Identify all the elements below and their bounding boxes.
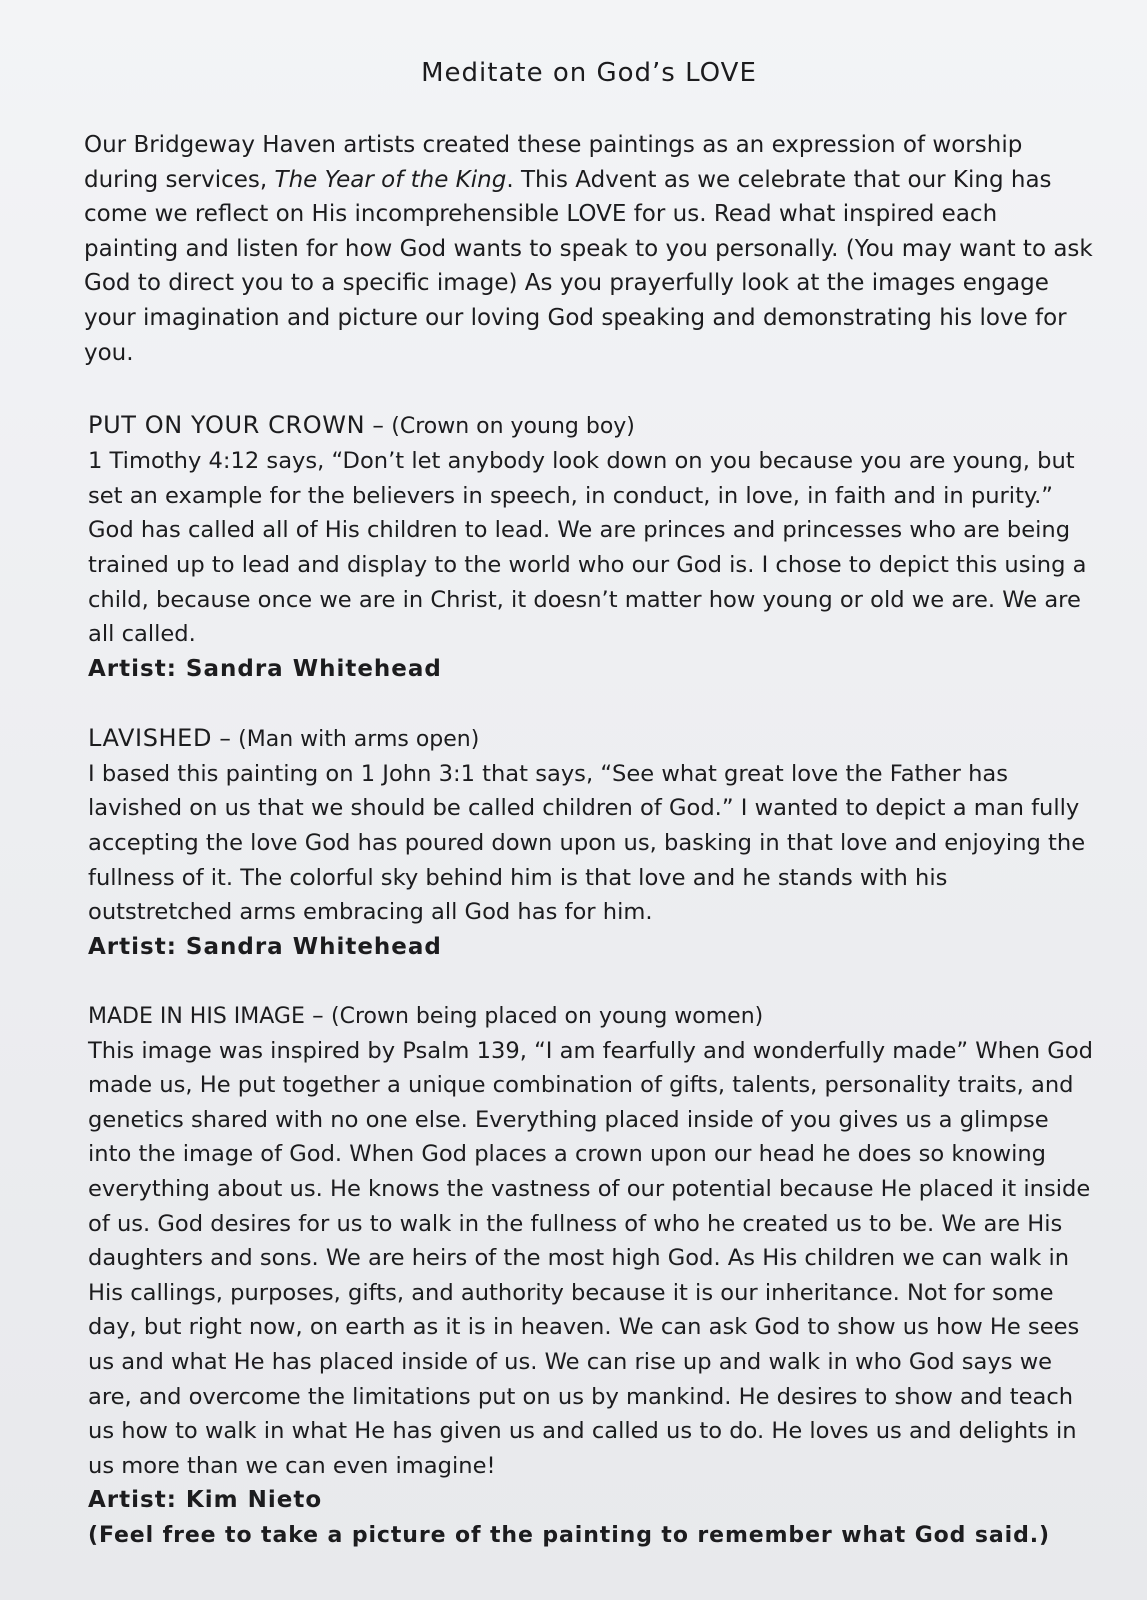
section-heading — [88, 999, 1094, 1034]
section-title: MADE IN HIS IMAGE — [88, 1003, 305, 1029]
section-subtitle: (Crown on young boy) — [391, 414, 635, 440]
section-artist: Artist: Kim Nieto — [88, 1487, 323, 1514]
section-heading — [88, 721, 1094, 757]
section-subtitle: (Man with arms open) — [238, 726, 480, 752]
intro-paragraph — [84, 128, 1094, 370]
section-separator: – — [212, 725, 239, 752]
intro-text-after: . This Advent as we celebrate that our King has come we reflect on His incomprehensible LOVE for us. Read what inspired each painting and listen for how God wants to speak to you personally. (You may want to ask God to direct you to a specific image) As you prayerfully look at the images engage your imagination and picture our loving God speaking and demonstrating his love for you. — [84, 166, 1093, 366]
section-lavished — [84, 721, 1094, 964]
section-separator: – — [304, 1002, 331, 1029]
section-heading — [88, 408, 1094, 444]
intro-text-before: Our Bridgeway Haven artists created these paintings as an expression of worship during services, — [84, 132, 1023, 193]
section-artist: Artist: Sandra Whitehead — [88, 655, 442, 682]
closing-note: (Feel free to take a picture of the painting to remember what God said.) — [88, 1523, 1050, 1549]
page-title: Meditate on God’s LOVE — [421, 58, 757, 88]
section-separator: – — [365, 413, 392, 440]
section-title: LAVISHED — [88, 723, 213, 752]
section-body: 1 Timothy 4:12 says, “Don’t let anybody look down on you because you are young, but set an example for the believers in speech, in conduct, in love, in faith and in purity.” God has called all of His children to lead. We are princes and princesses who are being trained up to lead and display to the world who our God is. I chose to depict this using a child, because once we are in Christ, it doesn’t matter how young or old we are. We are all called. — [88, 448, 1087, 648]
document-page — [84, 58, 1094, 1553]
section-put-on-your-crown — [84, 408, 1094, 686]
section-artist: Artist: Sandra Whitehead — [88, 933, 442, 960]
section-made-in-his-image — [84, 999, 1094, 1518]
section-body: This image was inspired by Psalm 139, “I am fearfully and wonderfully made” When God made us, He put together a unique combination of gifts, talents, personality traits, and genetics shared with no one else. Everything placed inside of you gives us a glimpse into the image of God. When God places a crown upon our head he does so knowing everything about us. He knows the vastness of our potential because He placed it inside of us. God desires for us to walk in the fullness of who he created us to be. We are His daughters and sons. We are heirs of the most high God. As His children we can walk in His callings, purposes, gifts, and authority because it is our inheritance. Not for some day, but right now, on earth as it is in heaven. We can ask God to show us how He sees us and what He has placed inside of us. We can rise up and walk in who God says we are, and overcome the limitations put on us by mankind. He desires to show and teach us how to walk in what He has given us and called us to do. He loves us and delights in us more than we can even imagine! — [88, 1037, 1093, 1479]
section-subtitle: (Crown being placed on young women) — [331, 1003, 764, 1029]
intro-italic-title: The Year of the King — [274, 166, 507, 193]
section-body: I based this painting on 1 John 3:1 that says, “See what great love the Father has lavished on us that we should be called children of God.” I wanted to depict a man fully accepting the love God has poured down upon us, basking in that love and enjoying the fullness of it. The colorful sky behind him is that love and he stands with his outstretched arms embracing all God has for him. — [88, 760, 1086, 926]
section-title: PUT ON YOUR CROWN — [88, 411, 366, 440]
